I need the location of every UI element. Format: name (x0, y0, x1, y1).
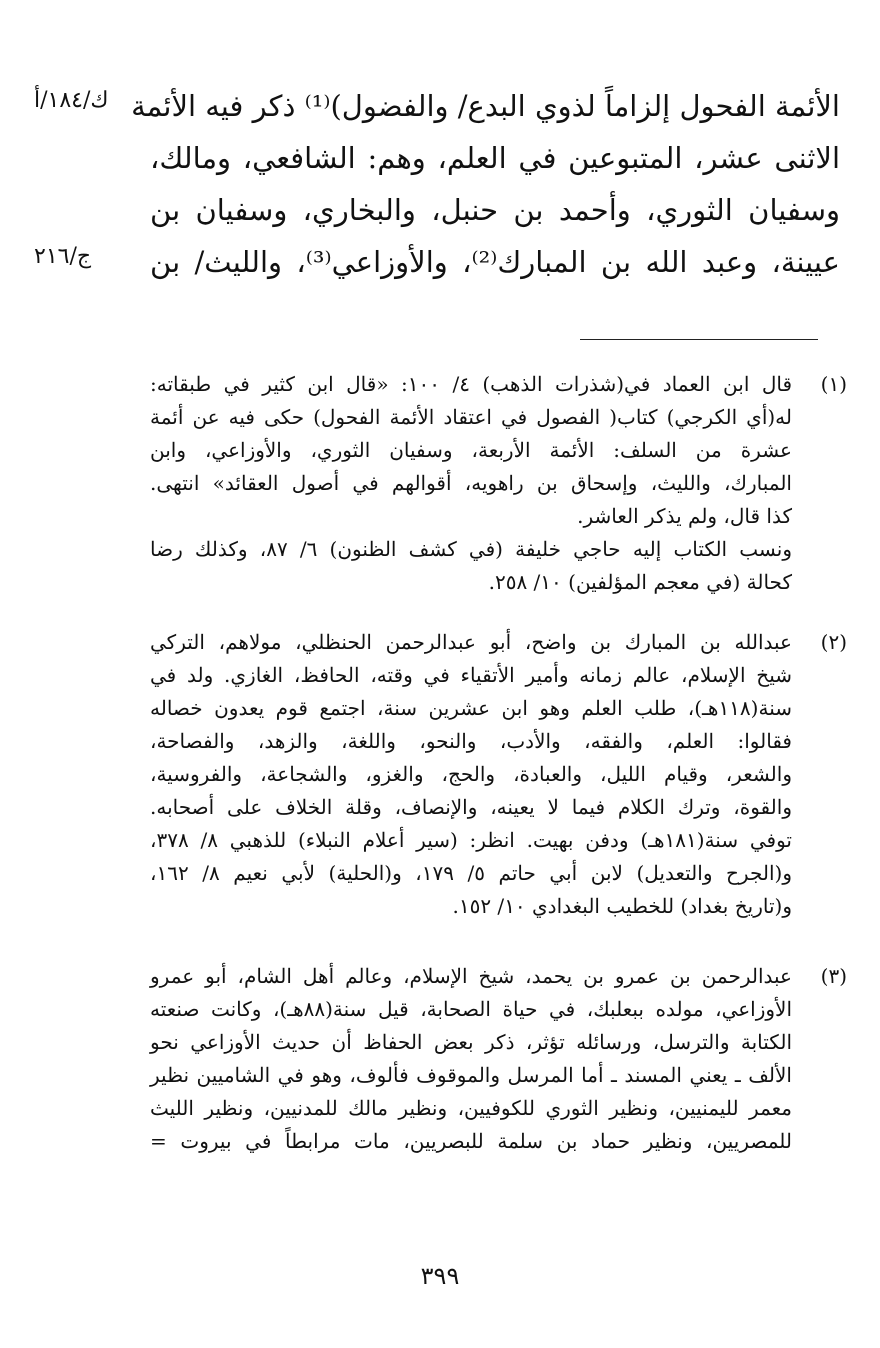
footnote-number: (٢) (820, 630, 847, 654)
footnote-line: توفي سنة(١٨١هـ) ودفن بهيت. انظر: (سير أعلام النبلاء) للذهبي ٨/ ٣٧٨، (150, 828, 792, 852)
footnote-line: عشرة من السلف: الأئمة الأربعة، وسفيان الثوري، والأوزاعي، وابن (150, 438, 792, 462)
footnote-1 (150, 368, 847, 599)
footnote-line: ونسب الكتاب إليه حاجي خليفة (في كشف الظنون) ٦/ ٨٧، وكذلك رضا (150, 537, 792, 561)
footnote-line: معمر لليمنيين، ونظير الثوري للكوفيين، ونظير مالك للمدنيين، ونظير الليث (150, 1096, 792, 1120)
footnote-2 (150, 626, 847, 923)
footnote-line: شيخ الإسلام، عالم زمانه وأمير الأتقياء في وقته، الحافظ، الغازي. ولد في (150, 663, 792, 687)
footnote-line: كذا قال، ولم يذكر العاشر. (577, 504, 792, 528)
footnote-line: له(أي الكرجي) كتاب( الفصول في اعتقاد الأئمة الفحول) حكى فيه عن أئمة (150, 405, 792, 429)
main-text-line: وسفيان الثوري، وأحمد بن حنبل، والبخاري، وسفيان بن (150, 193, 840, 227)
footnote-line: والقوة، وترك الكلام فيما لا يعينه، والإنصاف، وقلة الخلاف على أصحابه. (150, 795, 792, 819)
margin-note-top: ك/١٨٤/أ (34, 88, 109, 113)
main-text-line: الاثنى عشر، المتبوعين في العلم، وهم: الشافعي، ومالك، (150, 141, 840, 175)
footnote-line: كحالة (في معجم المؤلفين) ١٠/ ٢٥٨. (488, 570, 792, 594)
main-text-line: عيينة، وعبد الله بن المبارك⁽²⁾، والأوزاعي⁽³⁾، والليث/ بن (150, 245, 840, 279)
footnote-line: قال ابن العماد في(شذرات الذهب) ٤/ ١٠٠: «قال ابن كثير في طبقاته: (150, 372, 792, 396)
footnote-number: (١) (820, 372, 847, 396)
margin-note-bottom: ج/٢١٦ (34, 244, 92, 269)
footnote-line: سنة(١١٨هـ)، طلب العلم وهو ابن عشرين سنة، اجتمع قوم يعدون خصاله (150, 696, 792, 720)
footnote-line: الألف ـ يعني المسند ـ أما المرسل والموقوف فألوف، وهو في الشاميين نظير (150, 1063, 792, 1087)
main-text (131, 80, 840, 288)
footnote-line: والشعر، وقيام الليل، والعبادة، والحج، والغزو، والشجاعة، والفروسية، (150, 762, 792, 786)
main-text-line: الأئمة الفحول إلزاماً لذوي البدع/ والفضول)⁽¹⁾ ذكر فيه الأئمة (131, 89, 840, 123)
footnote-line: المبارك، والليث، وإسحاق بن راهويه، أقوالهم في أصول العقائد» انتهى. (150, 471, 792, 495)
footnote-line: و(الجرح والتعديل) لابن أبي حاتم ٥/ ١٧٩، و(الحلية) لأبي نعيم ٨/ ١٦٢، (150, 861, 792, 885)
footnote-3 (150, 960, 847, 1158)
footnote-line: و(تاريخ بغداد) للخطيب البغدادي ١٠/ ١٥٢. (452, 894, 792, 918)
footnote-line: عبدالرحمن بن عمرو بن يحمد، شيخ الإسلام، وعالم أهل الشام، أبو عمرو (150, 964, 792, 988)
footnote-line: للمصريين، ونظير حماد بن سلمة للبصريين، مات مرابطاً في بيروت = (150, 1129, 792, 1153)
footnote-line: الكتابة والترسل، ورسائله تؤثر، ذكر بعض الحفاظ أن حديث الأوزاعي نحو (150, 1030, 792, 1054)
footnote-separator (580, 339, 818, 340)
footnote-line: فقالوا: العلم، والفقه، والأدب، والنحو، واللغة، والزهد، والفصاحة، (150, 729, 792, 753)
footnote-line: عبدالله بن المبارك بن واضح، أبو عبدالرحمن الحنظلي، مولاهم، التركي (150, 630, 792, 654)
footnote-line: الأوزاعي، مولده ببعلبك، في حياة الصحابة، قيل سنة(٨٨هـ)، وكانت صنعته (150, 997, 793, 1021)
page-number: ٣٩٩ (420, 1262, 460, 1290)
footnote-number: (٣) (820, 964, 847, 988)
